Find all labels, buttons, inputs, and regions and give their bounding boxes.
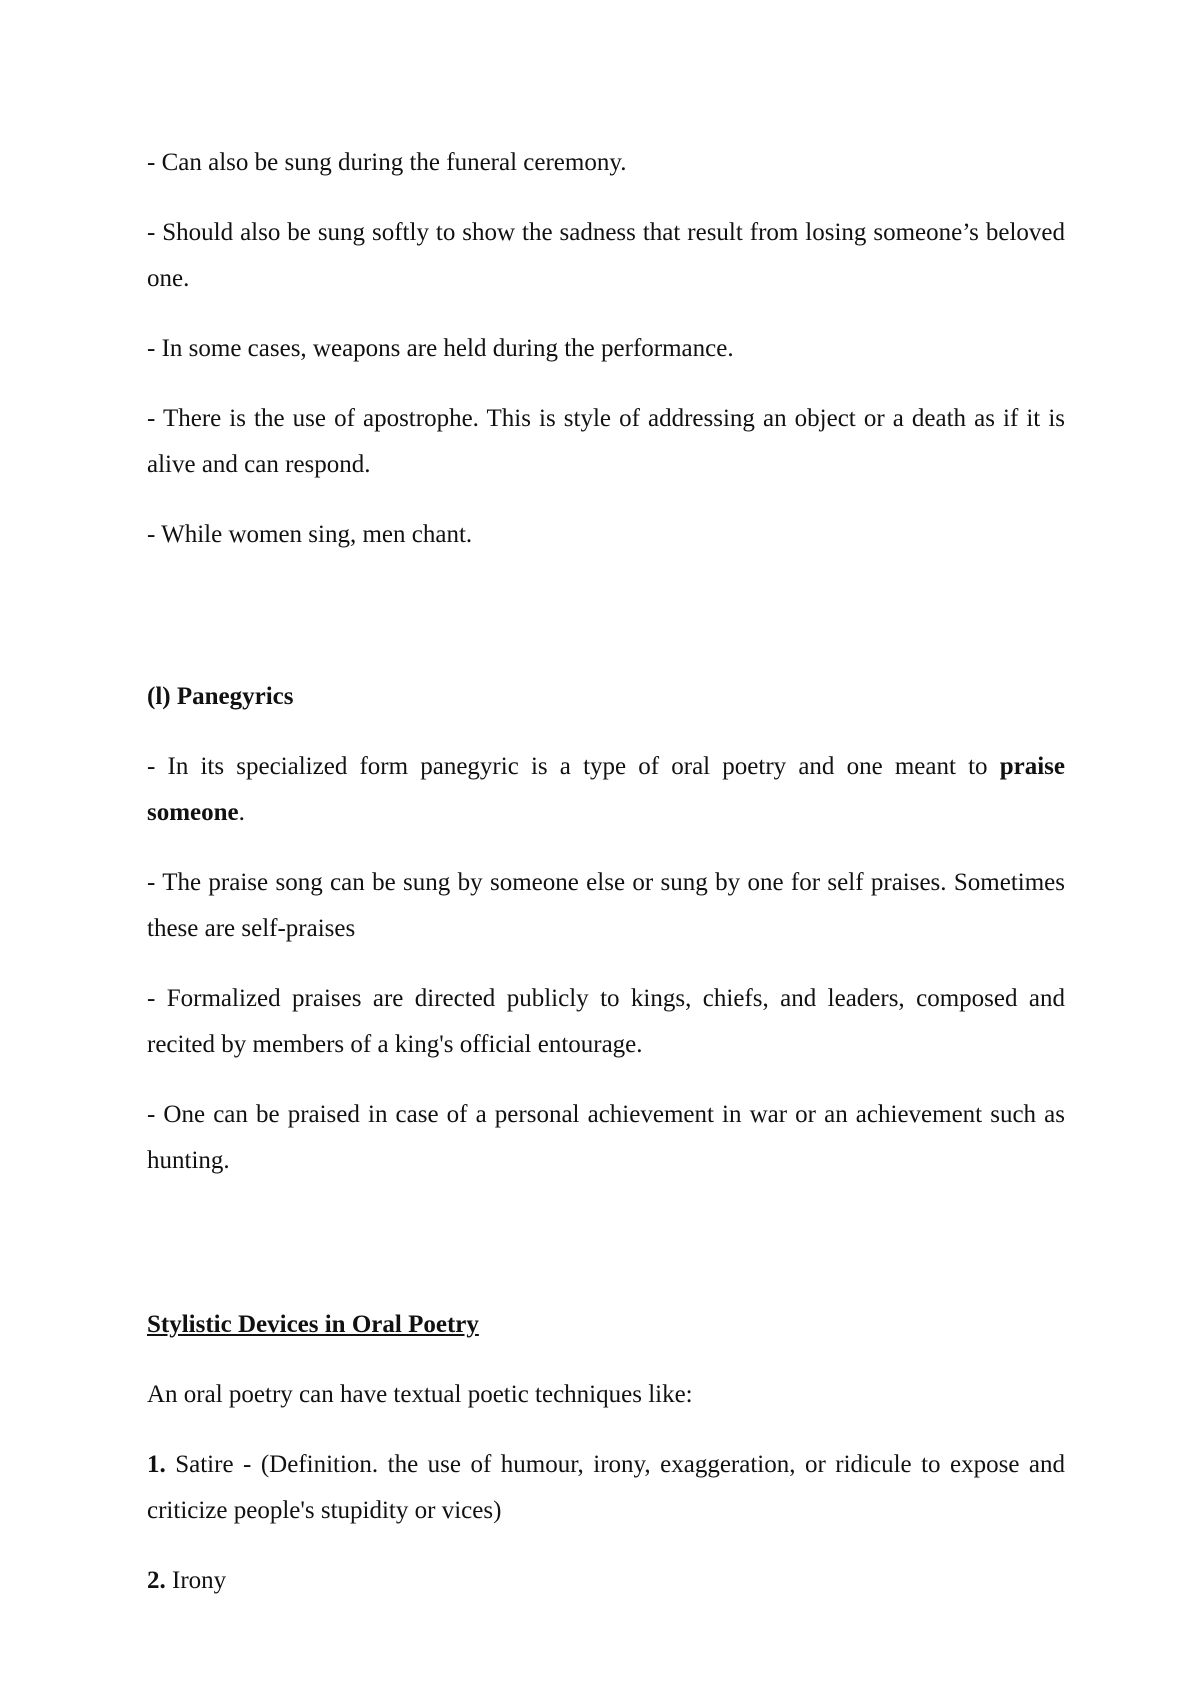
- panegyrics-formalized-praises: - Formalized praises are directed publicly to kings, chiefs, and leaders, composed and recited by members of a king's official entourage.: [147, 985, 1065, 1058]
- stylistic-item-irony: [147, 1558, 1065, 1604]
- bullet-weapons-held: - In some cases, weapons are held during the performance.: [147, 335, 734, 362]
- section-spacer: [147, 1208, 1065, 1302]
- bullet-apostrophe: - There is the use of apostrophe. This is style of addressing an object or a death as if it is alive and can respond.: [147, 405, 1065, 478]
- panegyrics-praise-song: - The praise song can be sung by someone else or sung by one for self praises. Sometimes these are self-praises: [147, 869, 1065, 942]
- stylistic-item-number: 2.: [147, 1567, 166, 1594]
- stylistic-item-number: 1.: [147, 1451, 166, 1478]
- section-heading-stylistic-devices: Stylistic Devices in Oral Poetry: [147, 1311, 479, 1338]
- stylistic-item-satire: [147, 1442, 1065, 1534]
- section-heading-panegyrics: (l) Panegyrics: [147, 683, 294, 710]
- stylistic-item-text: Satire - (Definition. the use of humour, irony, exaggeration, or ridicule to expose and criticize people's stupidity or vices): [147, 1451, 1065, 1524]
- panegyrics-definition-emphasis: praise someone: [147, 753, 1065, 826]
- panegyrics-personal-achievement: - One can be praised in case of a personal achievement in war or an achievement such as hunting.: [147, 1101, 1065, 1174]
- panegyrics-definition-text: - In its specialized form panegyric is a type of oral poetry and one meant to: [147, 753, 1000, 780]
- section-spacer: [147, 582, 1065, 674]
- bullet-women-sing: - While women sing, men chant.: [147, 521, 473, 548]
- bullet-sung-softly: - Should also be sung softly to show the sadness that result from losing someone’s beloved one.: [147, 219, 1065, 292]
- bullet-funeral-ceremony: - Can also be sung during the funeral ceremony.: [147, 149, 627, 176]
- panegyrics-definition-end: .: [238, 799, 245, 826]
- panegyrics-definition: [147, 744, 1065, 836]
- stylistic-item-text: Irony: [165, 1567, 227, 1594]
- stylistic-intro: An oral poetry can have textual poetic techniques like:: [147, 1381, 693, 1408]
- document-page: [147, 140, 1065, 1628]
